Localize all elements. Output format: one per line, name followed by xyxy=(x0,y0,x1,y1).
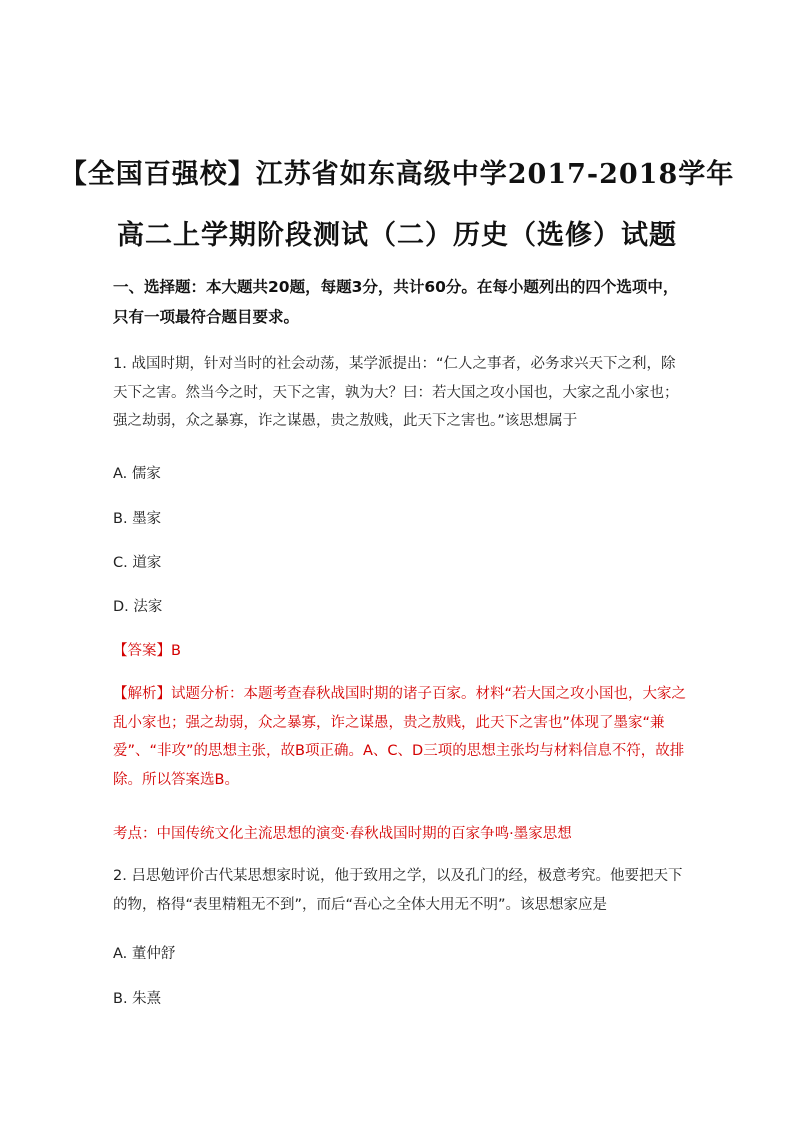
question-1-analysis xyxy=(113,680,688,794)
question-1-stem: 1. 战国时期，针对当时的社会动荡，某学派提出：“仁人之事者，必务求兴天下之利，除天下之害。然当今之时，天下之害，孰为大？曰：若大国之攻小国也，大家之乱小家也；强之劫弱，众之暴寡，诈之谋愚，贵之敖贱，此天下之害也。”该思想属于 xyxy=(113,356,679,429)
section-heading: 一、选择题：本大题共20题，每题3分，共计60分。在每小题列出的四个选项中，只有一项最符合题目要求。 xyxy=(113,278,679,326)
analysis-label: 【解析】 xyxy=(113,686,171,702)
question-2-stem: 2. 吕思勉评价古代某思想家时说，他于致用之学，以及孔门的经，极意考究。他要把天下的物，格得“表里精粗无不到”，而后“吾心之全体大用无不明”。该思想家应是 xyxy=(113,868,683,913)
question-1-option-d: D. 法家 xyxy=(113,599,163,615)
document-title-line-1: 【全国百强校】江苏省如东高级中学2017-2018学年 xyxy=(59,159,735,190)
answer-label: 【答案】 xyxy=(113,643,171,659)
question-1-option-c: C. 道家 xyxy=(113,555,162,571)
question-1-answer xyxy=(113,639,181,660)
question-1-kaodian: 考点：中国传统文化主流思想的演变·春秋战国时期的百家争鸣·墨家思想 xyxy=(113,826,572,842)
answer-value: B xyxy=(171,643,181,659)
question-2-option-a: A. 董仲舒 xyxy=(113,946,176,962)
question-1-option-a: A. 儒家 xyxy=(113,466,161,482)
analysis-text: 试题分析：本题考查春秋战国时期的诸子百家。材料“若大国之攻小国也，大家之乱小家也；强之劫弱，众之暴寡，诈之谋愚，贵之敖贱，此天下之害也”体现了墨家“兼爱”、“非攻”的思想主张，故B项正确。A、C、D三项的思想主张均与材料信息不符，故排除。所以答案选B。 xyxy=(113,686,687,788)
document-title-line-2: 高二上学期阶段测试（二）历史（选修）试题 xyxy=(117,220,677,251)
question-2-option-b: B. 朱熹 xyxy=(113,991,162,1007)
question-1-option-b: B. 墨家 xyxy=(113,511,162,527)
